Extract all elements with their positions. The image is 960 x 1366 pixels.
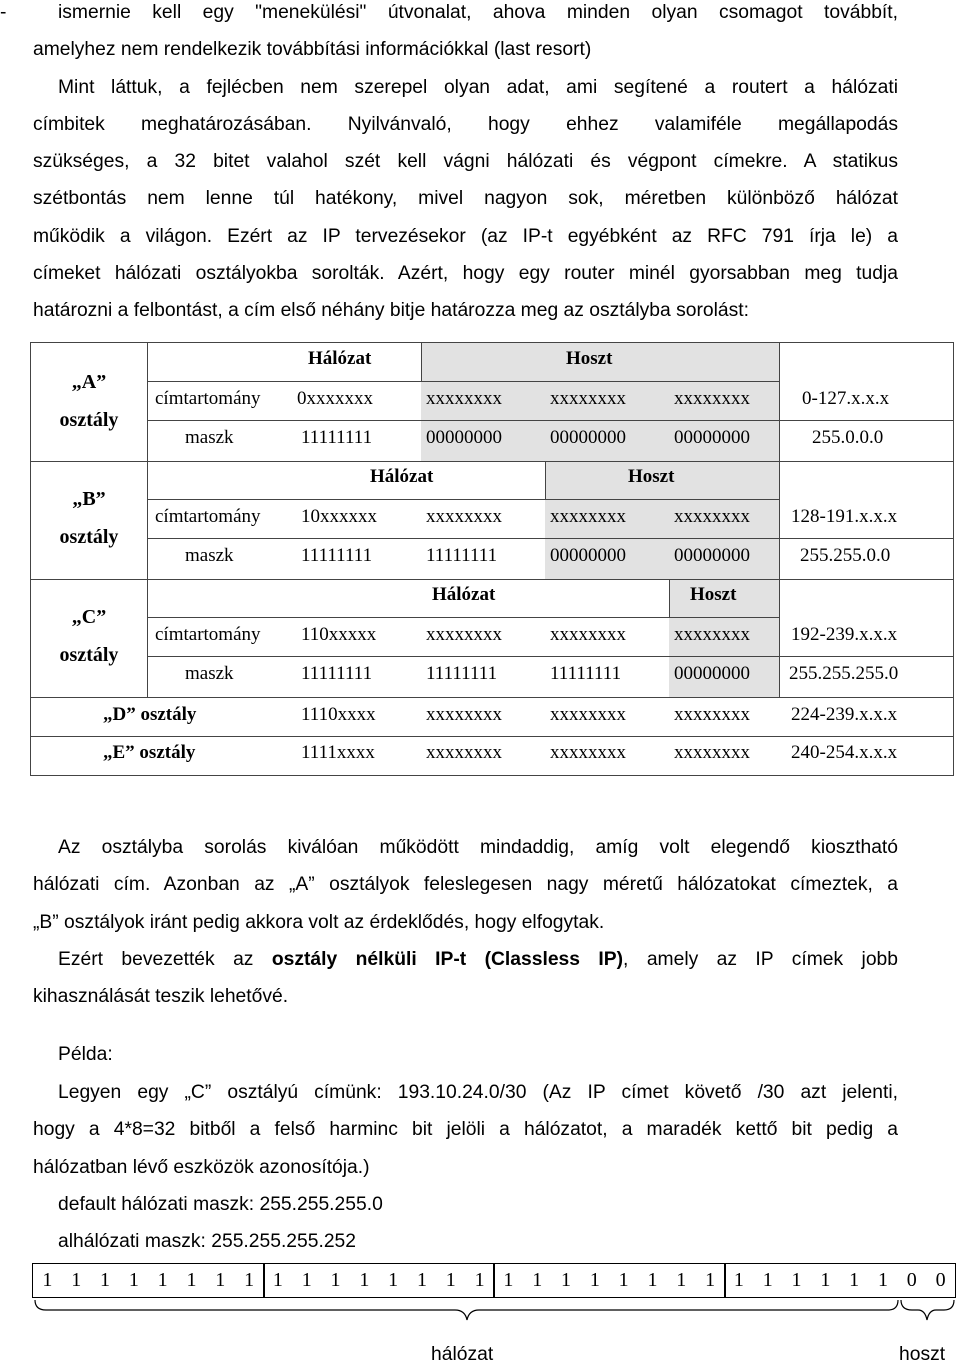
bit-cell: 1 <box>877 1269 888 1291</box>
network-bits-label: hálózat <box>431 1344 494 1365</box>
bit-cell: 1 <box>42 1269 53 1291</box>
host-header: Hoszt <box>628 466 675 487</box>
classful-paragraph <box>33 829 898 941</box>
table-cell: 00000000 <box>550 427 626 448</box>
bit-cell: 1 <box>301 1269 312 1291</box>
table-cell: xxxxxxxx <box>426 704 502 725</box>
bit-cell: 1 <box>186 1269 197 1291</box>
bit-cell: 1 <box>416 1269 427 1291</box>
table-cell: 00000000 <box>674 545 750 566</box>
table-cell: xxxxxxxx <box>674 704 750 725</box>
address-class-table <box>30 342 954 776</box>
table-cell: 110xxxxx <box>301 624 377 645</box>
table-cell: 255.255.255.0 <box>789 663 899 684</box>
bit-cell: 1 <box>330 1269 341 1291</box>
range-label: címtartomány <box>155 388 261 409</box>
table-cell: xxxxxxxx <box>550 506 626 527</box>
subnet-mask: alhálózati maszk: 255.255.255.252 <box>58 1231 356 1252</box>
bit-cell: 1 <box>272 1269 283 1291</box>
table-cell: 11111111 <box>301 663 373 684</box>
bit-cell: 1 <box>388 1269 399 1291</box>
range-label: címtartomány <box>155 506 261 527</box>
bit-cell: 1 <box>820 1269 831 1291</box>
table-cell: 11111111 <box>301 427 373 448</box>
table-cell: xxxxxxxx <box>674 388 750 409</box>
bit-cell: 1 <box>705 1269 716 1291</box>
table-cell: 1110xxxx <box>301 704 376 725</box>
table-cell: xxxxxxxx <box>550 704 626 725</box>
bit-cell: 1 <box>474 1269 485 1291</box>
bit-cell: 0 <box>906 1269 917 1291</box>
octet-separator <box>724 1264 726 1297</box>
table-cell: 1111xxxx <box>301 742 375 763</box>
text-line: kihasználását teszik lehetővé. <box>33 986 289 1008</box>
bit-cell: 1 <box>215 1269 226 1291</box>
class-d-label: „D” osztály <box>103 704 197 725</box>
text-line: szükséges, a 32 bitet valahol szét kell vágni hálózati és végpont címekre. A statikus <box>33 151 898 173</box>
table-cell: xxxxxxxx <box>426 388 502 409</box>
table-cell: 240-254.x.x.x <box>791 742 898 763</box>
host-bits-label: hoszt <box>899 1344 946 1365</box>
network-header: Hálózat <box>308 348 372 369</box>
text-line: Mint láttuk, a fejlécben nem szerepel olyan adat, ami segítené a routert a hálózati <box>58 76 898 98</box>
mask-label: maszk <box>185 545 234 566</box>
table-cell: 255.255.0.0 <box>800 545 891 566</box>
braces <box>0 1296 960 1336</box>
text-line: címbitek meghatározásában. Nyilvánvaló, hogy ehhez valamiféle megállapodás <box>33 113 898 135</box>
mask-label: maszk <box>185 427 234 448</box>
network-header: Hálózat <box>370 466 434 487</box>
octet-separator <box>493 1264 495 1297</box>
bit-cell: 1 <box>733 1269 744 1291</box>
bit-row <box>32 1263 956 1298</box>
classless-ip-term: osztály nélküli IP-t (Classless IP) <box>271 949 624 970</box>
bit-cell: 1 <box>791 1269 802 1291</box>
table-cell: xxxxxxxx <box>674 624 750 645</box>
bit-cell: 1 <box>647 1269 658 1291</box>
table-cell: 10xxxxxx <box>301 506 377 527</box>
bit-cell: 1 <box>762 1269 773 1291</box>
text-line: működik a világon. Ezért az IP tervezésekor (az IP-t egyébként az RFC 791 írja le) a <box>33 225 898 247</box>
list-dash: - <box>0 2 7 23</box>
bit-cell: 1 <box>100 1269 111 1291</box>
octet-separator <box>263 1264 265 1297</box>
mask-label: maszk <box>185 663 234 684</box>
text-line: Az osztályba sorolás kiválóan működött mindaddig, amíg volt elegendő kiosztható <box>58 837 898 858</box>
table-cell: 255.0.0.0 <box>812 427 884 448</box>
text-line: „B” osztályok iránt pedig akkora volt az érdeklődés, hogy elfogytak. <box>33 911 605 933</box>
bit-cell: 1 <box>676 1269 687 1291</box>
table-cell: xxxxxxxx <box>426 506 502 527</box>
text-line: amelyhez nem rendelkezik továbbítási információkkal (last resort) <box>33 39 592 61</box>
table-cell: xxxxxxxx <box>550 742 626 763</box>
network-brace <box>35 1300 898 1320</box>
host-brace <box>901 1300 954 1320</box>
text-line: határozni a felbontást, a cím első néhány bitje határozza meg az osztályba sorolást: <box>33 300 749 322</box>
table-cell: 192-239.x.x.x <box>791 624 898 645</box>
table-cell: 11111111 <box>550 663 622 684</box>
intro-paragraph <box>33 0 898 330</box>
text-line: szétbontás nem lenne túl hatékony, mivel nagyon sok, méretben különböző hálózat <box>33 188 898 210</box>
bit-cell: 1 <box>359 1269 370 1291</box>
table-cell: 00000000 <box>674 427 750 448</box>
host-header: Hoszt <box>690 584 737 605</box>
table-cell: 11111111 <box>426 545 498 566</box>
table-cell: 0-127.x.x.x <box>802 388 890 409</box>
example-title: Példa: <box>58 1044 113 1065</box>
text-line: Legyen egy „C” osztályú címünk: 193.10.24.0/30 (Az IP címet követő /30 azt jelenti, <box>58 1082 898 1103</box>
text-line: hálózati cím. Azonban az „A” osztályok feleslegesen nagy méretű hálózatokat címeztek, a <box>33 874 898 896</box>
example-paragraph <box>33 1074 898 1186</box>
text-line: hogy a 4*8=32 bitből a felső harminc bit jelöli a hálózatot, a maradék kettő bit pedig a <box>33 1119 898 1141</box>
table-cell: xxxxxxxx <box>674 506 750 527</box>
class-c-label: „C” osztály <box>59 606 119 666</box>
bit-cell: 1 <box>71 1269 82 1291</box>
table-cell: 00000000 <box>550 545 626 566</box>
bit-cell: 0 <box>935 1269 946 1291</box>
text-line: hálózatban lévő eszközök azonosítója.) <box>33 1156 370 1178</box>
table-cell: 0xxxxxxx <box>297 388 373 409</box>
classless-paragraph <box>33 941 898 1016</box>
table-cell: 224-239.x.x.x <box>791 704 898 725</box>
table-cell: 00000000 <box>674 663 750 684</box>
text-line: Ezért bevezették az osztály nélküli IP-t (Classless IP), amely az IP címek jobb <box>58 949 898 970</box>
bit-cell: 1 <box>849 1269 860 1291</box>
table-cell: 128-191.x.x.x <box>791 506 898 527</box>
host-header: Hoszt <box>566 348 613 369</box>
table-cell: xxxxxxxx <box>674 742 750 763</box>
bit-cell: 1 <box>445 1269 456 1291</box>
table-cell: xxxxxxxx <box>550 388 626 409</box>
bit-cell: 1 <box>503 1269 514 1291</box>
bit-cell: 1 <box>157 1269 168 1291</box>
bit-cell: 1 <box>128 1269 139 1291</box>
default-mask: default hálózati maszk: 255.255.255.0 <box>58 1194 383 1215</box>
class-e-label: „E” osztály <box>103 742 196 763</box>
bit-cell: 1 <box>244 1269 255 1291</box>
class-a-label: „A” osztály <box>59 371 119 431</box>
table-cell: xxxxxxxx <box>550 624 626 645</box>
bit-cell: 1 <box>561 1269 572 1291</box>
text-line: címeket hálózati osztályokba sorolták. Azért, hogy egy router minél gyorsabban meg tudja <box>33 263 898 285</box>
bit-cell: 1 <box>532 1269 543 1291</box>
table-cell: 11111111 <box>301 545 373 566</box>
text-line: ismernie kell egy "menekülési" útvonalat, ahova minden olyan csomagot továbbít, <box>58 2 898 23</box>
table-cell: xxxxxxxx <box>426 624 502 645</box>
bit-cell: 1 <box>589 1269 600 1291</box>
class-b-label: „B” osztály <box>59 488 119 548</box>
table-cell: 00000000 <box>426 427 502 448</box>
range-label: címtartomány <box>155 624 261 645</box>
table-cell: xxxxxxxx <box>426 742 502 763</box>
network-header: Hálózat <box>432 584 496 605</box>
table-cell: 11111111 <box>426 663 498 684</box>
bit-cell: 1 <box>618 1269 629 1291</box>
